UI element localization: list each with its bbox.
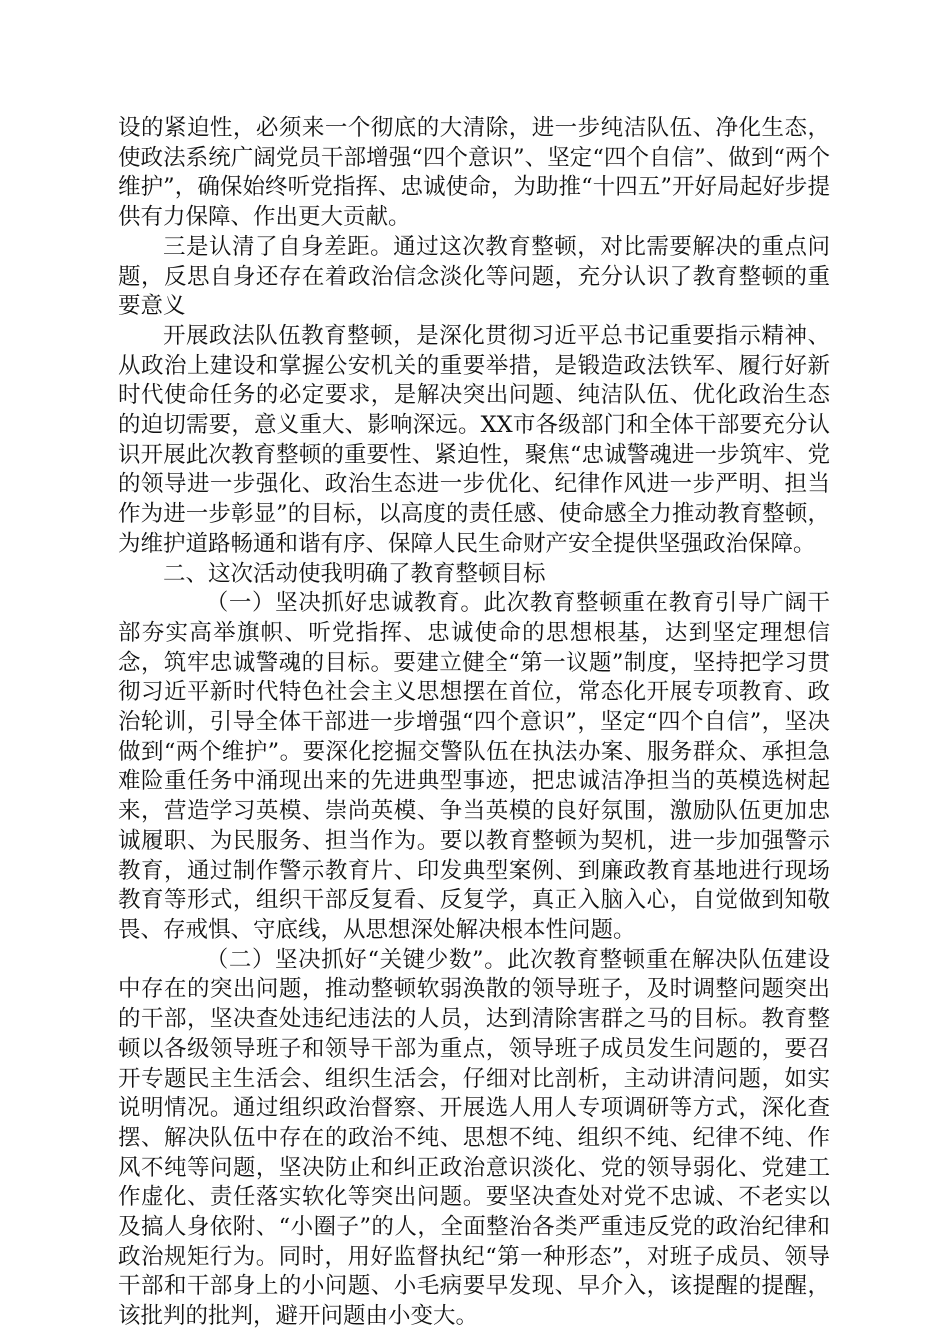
document-body — [118, 114, 830, 1332]
paragraph-education-rectification: 开展政法队伍教育整顿，是深化贯彻习近平总书记重要指示精神、从政治上建设和掌握公安机关的重要举措，是锻造政法铁军、履行好新时代使命任务的必定要求，是解决突出问题、纯洁队伍、优化政治生态的迫切需要，意义重大、影响深远。XX市各级部门和全体干部要充分认识开展此次教育整顿的重要性、紧迫性，聚焦“忠诚警魂进一步筑牢、党的领导进一步强化、政治生态进一步优化、纪律作风进一步严明、担当作为进一步彰显”的目标，以高度的责任感、使命感全力推动教育整顿，为维护道路畅通和谐有序、保障人民生命财产安全提供坚强政治保障。 — [118, 322, 830, 557]
paragraph-self-gap: 三是认清了自身差距。通过这次教育整顿，对比需要解决的重点问题，反思自身还存在着政治信念淡化等问题，充分认识了教育整顿的重要意义 — [118, 233, 830, 320]
paragraph-continuation: 设的紧迫性，必须来一个彻底的大清除，进一步纯洁队伍、净化生态，使政法系统广阔党员干部增强“四个意识”、坚定“四个自信”、做到“两个维护”，确保始终听党指挥、忠诚使命，为助推“十四五”开好局起好步提供有力保障、作出更大贡献。 — [118, 115, 830, 231]
section-heading-goals: 二、这次活动使我明确了教育整顿目标 — [163, 560, 546, 587]
paragraph-loyalty-education: （一）坚决抓好忠诚教育。此次教育整顿重在教育引导广阔干部夯实高举旗帜、听党指挥、忠诚使命的思想根基，达到坚定理想信念，筑牢忠诚警魂的目标。要建立健全“第一议题”制度，坚持把学习贯彻习近平新时代特色社会主义思想摆在首位，常态化开展专项教育、政治轮训，引导全体干部进一步增强“四个意识”，坚定“四个自信”，坚决做到“两个维护”。要深化挖掘交警队伍在执法办案、服务群众、承担急难险重任务中涌现出来的先进典型事迹，把忠诚洁净担当的英模选树起来，营造学习英模、崇尚英模、争当英模的良好氛围，激励队伍更加忠诚履职、为民服务、担当作为。要以教育整顿为契机，进一步加强警示教育，通过制作警示教育片、印发典型案例、到廉政教育基地进行现场教育等形式，组织干部反复看、反复学，真正入脑入心，自觉做到知敬畏、存戒惧、守底线，从思想深处解决根本性问题。 — [118, 590, 830, 943]
paragraph-key-minority: （二）坚决抓好“关键少数”。此次教育整顿重在解决队伍建设中存在的突出问题，推动整顿软弱涣散的领导班子，及时调整问题突出的干部，坚决查处违纪违法的人员，达到清除害群之马的目标。教育整顿以各级领导班子和领导干部为重点，领导班子成员发生问题的，要召开专题民主生活会、组织生活会，仔细对比剖析，主动讲清问题，如实说明情况。通过组织政治督察、开展选人用人专项调研等方式，深化查摆、解决队伍中存在的政治不纯、思想不纯、组织不纯、纪律不纯、作风不纯等问题，坚决防止和纠正政治意识淡化、党的领导弱化、党建工作虚化、责任落实软化等突出问题。要坚决查处对党不忠诚、不老实以及搞人身依附、“小圈子”的人，全面整治各类严重违反党的政治纪律和政治规矩行为。同时，用好监督执纪“第一种形态”，对班子成员、领导干部和干部身上的小问题、小毛病要早发现、早介入，该提醒的提醒，该批判的批判，避开问题由小变大。 — [118, 946, 830, 1330]
